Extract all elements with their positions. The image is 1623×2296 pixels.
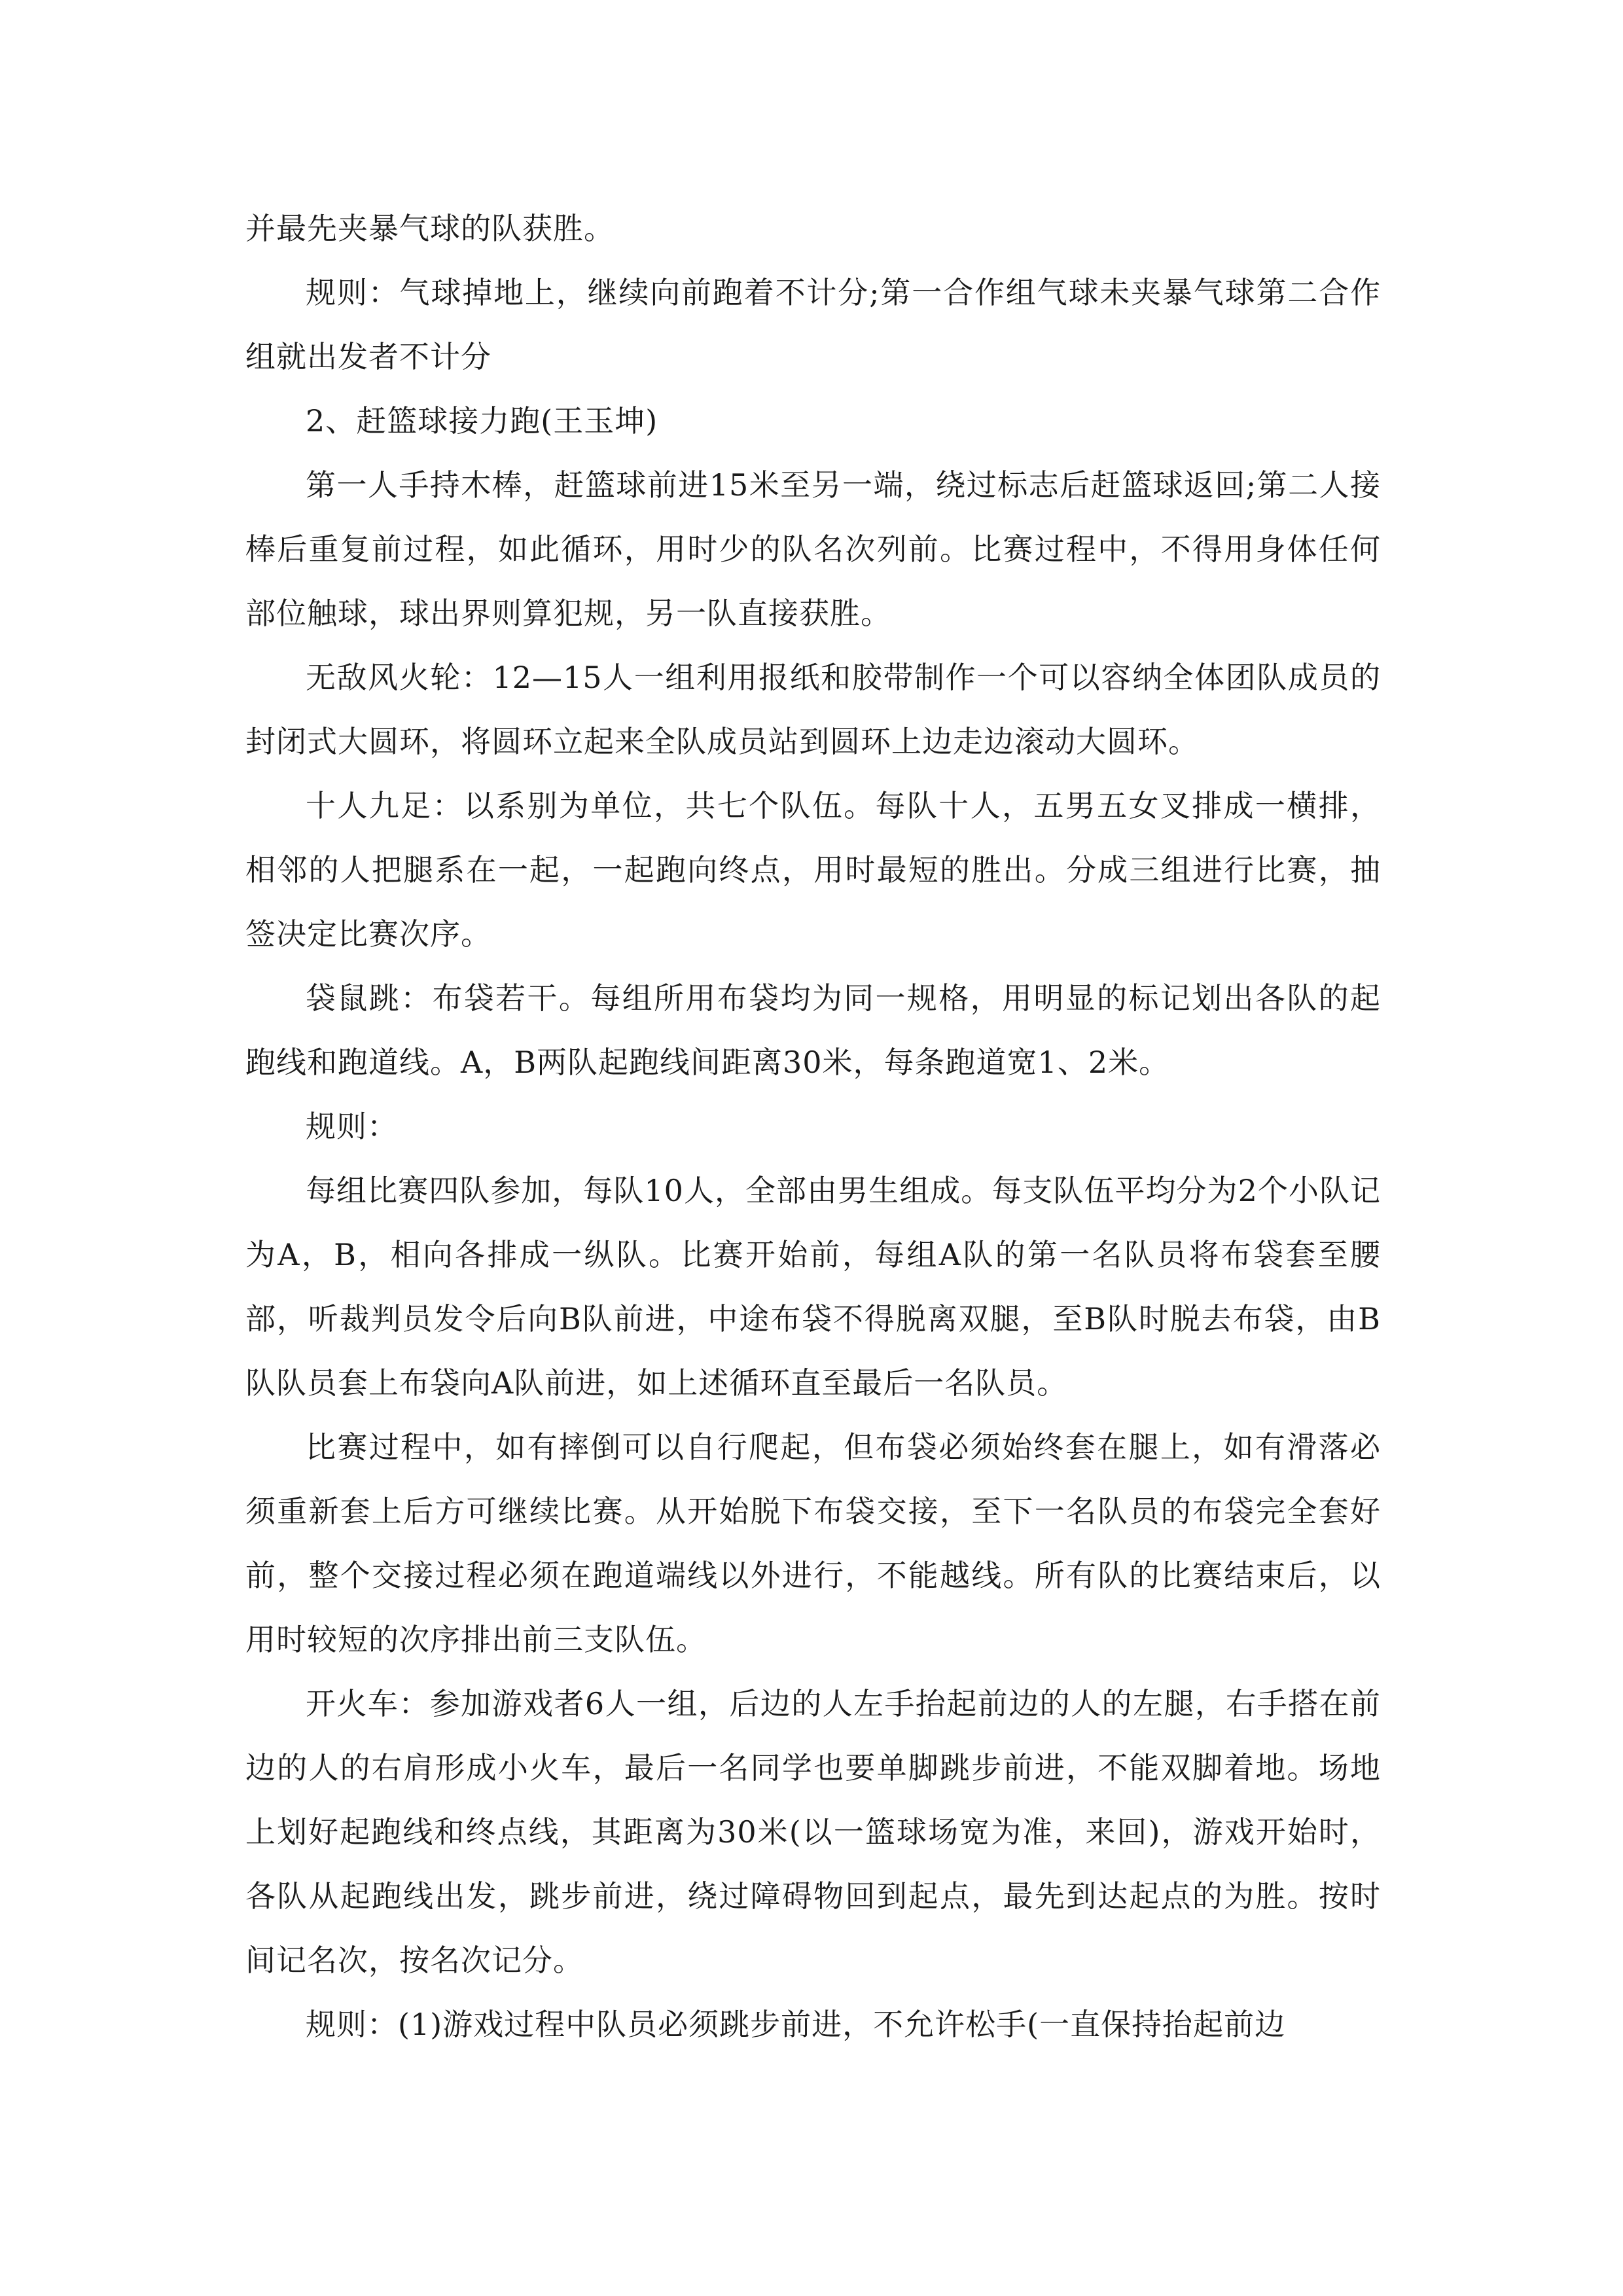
paragraph-ten-people-nine-legs: 十人九足：以系别为单位，共七个队伍。每队十人，五男五女叉排成一横排，相邻的人把腿系在一起，一起跑向终点，用时最短的胜出。分成三组进行比赛，抽签决定比赛次序。	[245, 788, 1381, 952]
section-heading-basketball-relay: 2、赶篮球接力跑(王玉坤)	[306, 403, 658, 439]
paragraph-balloon-rules: 规则：气球掉地上，继续向前跑着不计分;第一合作组气球未夹暴气球第二合作组就出发者不计分	[245, 275, 1381, 374]
paragraph-kangaroo-jump: 袋鼠跳：布袋若干。每组所用布袋均为同一规格，用明显的标记划出各队的起跑线和跑道线。A，B两队起跑线间距离30米，每条跑道宽1、2米。	[245, 980, 1381, 1080]
paragraph-rules-label: 规则：	[306, 1109, 398, 1144]
paragraph-train-game: 开火车：参加游戏者6人一组，后边的人左手抬起前边的人的左腿，右手搭在前边的人的右肩形成小火车，最后一名同学也要单脚跳步前进，不能双脚着地。场地上划好起跑线和终点线，其距离为30米(以一篮球场宽为准，来回)，游戏开始时，各队从起跑线出发，跳步前进，绕过障碍物回到起点，最先到达起点的为胜。按时间记名次，按名次记分。	[245, 1686, 1381, 1978]
paragraph-fire-wheel: 无敌风火轮：12—15人一组利用报纸和胶带制作一个可以容纳全体团队成员的封闭式大圆环，将圆环立起来全队成员站到圆环上边走边滚动大圆环。	[245, 660, 1381, 759]
document-body	[245, 196, 1381, 2056]
paragraph-basketball-relay: 第一人手持木棒，赶篮球前进15米至另一端，绕过标志后赶篮球返回;第二人接棒后重复前过程，如此循环，用时少的队名次列前。比赛过程中，不得用身体任何部位触球，球出界则算犯规，另一队直接获胜。	[245, 467, 1381, 631]
paragraph-kangaroo-rules: 每组比赛四队参加，每队10人，全部由男生组成。每支队伍平均分为2个小队记为A，B，相向各排成一纵队。比赛开始前，每组A队的第一名队员将布袋套至腰部，听裁判员发令后向B队前进，中途布袋不得脱离双腿，至B队时脱去布袋，由B队队员套上布袋向A队前进，如上述循环直至最后一名队员。	[245, 1173, 1381, 1401]
paragraph-kangaroo-fall-rules: 比赛过程中，如有摔倒可以自行爬起，但布袋必须始终套在腿上，如有滑落必须重新套上后方可继续比赛。从开始脱下布袋交接，至下一名队员的布袋完全套好前，整个交接过程必须在跑道端线以外进行，不能越线。所有队的比赛结束后，以用时较短的次序排出前三支队伍。	[245, 1429, 1381, 1657]
paragraph-train-rules: 规则：(1)游戏过程中队员必须跳步前进，不允许松手(一直保持抬起前边	[306, 2007, 1286, 2042]
paragraph-continuation: 并最先夹暴气球的队获胜。	[245, 211, 615, 246]
